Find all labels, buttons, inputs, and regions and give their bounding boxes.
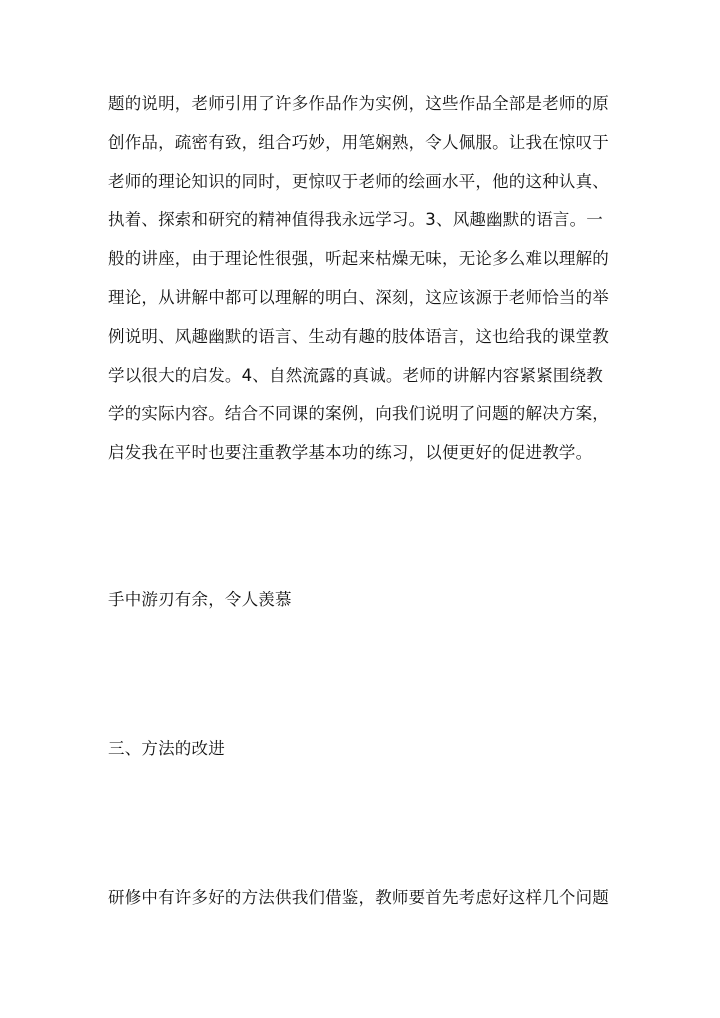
- paragraph-line: 执着、探索和研究的精神值得我永远学习。3、风趣幽默的语言。一: [108, 210, 603, 229]
- final-line: 研修中有许多好的方法供我们借鉴，教师要首先考虑好这样几个问题: [108, 888, 609, 907]
- paragraph-line: 例说明、风趣幽默的语言、生动有趣的肢体语言，这也给我的课堂教: [108, 327, 609, 346]
- standalone-line: 手中游刃有余，令人羡慕: [108, 590, 292, 609]
- paragraph-line: 创作品，疏密有致，组合巧妙，用笔娴熟，令人佩服。让我在惊叹于: [108, 133, 609, 152]
- paragraph-line: 启发我在平时也要注重教学基本功的练习，以便更好的促进教学。: [108, 443, 593, 462]
- paragraph-line: 学的实际内容。结合不同课的案例，向我们说明了问题的解决方案，: [108, 404, 609, 423]
- paragraph-line: 理论，从讲解中都可以理解的明白、深刻，这应该源于老师恰当的举: [108, 288, 609, 307]
- section-heading: 三、方法的改进: [108, 739, 225, 758]
- paragraph-line: 老师的理论知识的同时，更惊叹于老师的绘画水平，他的这种认真、: [108, 172, 609, 191]
- paragraph-line: 学以很大的启发。4、自然流露的真诚。老师的讲解内容紧紧围绕教: [108, 366, 603, 385]
- paragraph-line: 题的说明，老师引用了许多作品作为实例，这些作品全部是老师的原: [108, 94, 609, 113]
- paragraph-line: 般的讲座，由于理论性很强，听起来枯燥无味，无论多么难以理解的: [108, 249, 609, 268]
